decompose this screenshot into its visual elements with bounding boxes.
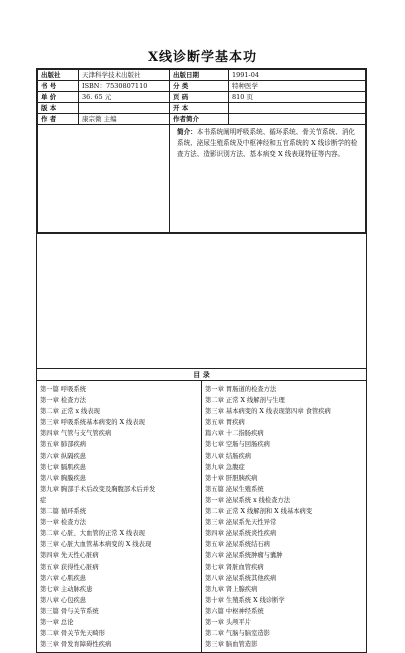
page-title: X线诊断学基本功	[147, 50, 258, 65]
toc-item: 第三章 呼吸系统基本病变的 X 线表现	[40, 419, 145, 427]
pages-label: 页 码	[170, 92, 229, 103]
toc-item: 第一篇 呼吸系统	[40, 386, 87, 393]
toc-item: 第三章 基本病变的 X 线表现第四章 食管疾病	[205, 408, 331, 416]
book-info-sheet	[36, 68, 367, 653]
toc-item: 第五章 获得性心脏病	[40, 563, 99, 571]
toc-item: 第二章 骨关节先天畸形	[40, 630, 105, 638]
toc-item: 第一章 泌尿系统 x 线检查方法	[205, 496, 291, 504]
toc-item: 第九章 急腹症	[205, 463, 245, 471]
author-intro-value	[229, 114, 366, 125]
toc-item: 第一章 头颅平片	[205, 618, 252, 626]
toc-item: 第七章 主动脉疾患	[40, 585, 93, 593]
toc-item: 第二章 正常 x 线表现	[40, 408, 100, 416]
intro-text-block	[173, 125, 362, 162]
format-value	[229, 103, 366, 114]
intro-text: 本书系统阐明呼吸系统、循环系统、骨关节系统、消化系统、泌尿生殖系统及中枢神经和五官系统的 X 线诊断学的检查方法、造影识别方法、基本病变 X 线表现特征等内容。	[177, 128, 358, 158]
format-label: 开 本	[170, 103, 229, 114]
toc-item: 第四章 泌尿系统炎性疾病	[205, 530, 277, 538]
category-label: 分 类	[170, 81, 229, 92]
toc-item: 第一章 总论	[40, 618, 74, 626]
toc-item: 第六章 泌尿系统肿瘤与囊肿	[205, 552, 283, 560]
intro-cell	[170, 125, 366, 233]
price-label: 单 价	[38, 92, 79, 103]
toc-item: 症	[40, 496, 47, 504]
toc-item: 第七章 空肠与回肠疾病	[205, 441, 270, 449]
toc-item: 第八章 泌尿系统其他疾病	[205, 574, 277, 582]
toc-item: 第一章 检查方法	[40, 519, 87, 527]
toc-left-column	[37, 381, 201, 652]
booknum-value: ISBN：7530807110	[79, 81, 170, 92]
toc-item: 第三章 脑血管造影	[205, 641, 258, 649]
toc-item: 第八章 心包疾患	[40, 596, 87, 604]
intro-label: 简介：	[177, 128, 197, 136]
toc-item: 第十章 生殖系统 X 线诊断学	[205, 596, 285, 604]
toc-table	[37, 381, 366, 652]
toc-item: 第二章 气脑与脑室造影	[205, 630, 270, 638]
booknum-label: 书 号	[38, 81, 79, 92]
toc-item: 第三章 心脏大血管基本病变的 X 线表现	[40, 541, 152, 549]
toc-item: 第三篇 骨与关节系统	[40, 607, 99, 615]
toc-item: 第九章 肾上腺疾病	[205, 585, 258, 593]
toc-item: 第二篇 循环系统	[40, 508, 87, 516]
toc-right-column	[201, 381, 366, 652]
toc-item: 第一章 胃肠道的检查方法	[205, 386, 277, 393]
toc-item: 第六篇 中枢神经系统	[205, 607, 264, 615]
pubdate-value: 1991-04	[229, 70, 366, 81]
publisher-value: 天津科学技术出版社	[79, 70, 170, 81]
author-value: 康宗微 主编	[79, 114, 170, 125]
cover-blank-cell	[38, 125, 170, 233]
edition-label: 版 本	[38, 103, 79, 114]
edition-value	[79, 103, 170, 114]
author-label: 作 者	[38, 114, 79, 125]
toc-item: 第六章 心肌疾患	[40, 574, 87, 582]
toc-item: 第二章 心脏、大血管的正常 X 线表现	[40, 530, 145, 538]
category-value: 特种医学	[229, 81, 366, 92]
publisher-label: 出版社	[38, 70, 79, 81]
toc-item: 第四章 气管与支气管疾病	[40, 430, 112, 438]
toc-item: 第七章 肾脏血管疾病	[205, 563, 264, 571]
pages-value: 810 页	[229, 92, 366, 103]
toc-item: 第二章 正常 X 线解剖和 X 线基本病变	[205, 508, 313, 516]
toc-item: 第三章 骨发育障碍性疾病	[40, 641, 112, 649]
author-intro-label: 作者简介	[170, 114, 229, 125]
book-info-table	[37, 69, 366, 233]
toc-item: 第十章 肝胆胰疾病	[205, 474, 258, 482]
pubdate-label: 出版日期	[170, 70, 229, 81]
toc-item: 第四章 先天性心脏病	[40, 552, 99, 560]
toc-item: 第五篇 泌尿生殖系统	[205, 485, 264, 493]
toc-item: 第二章 正常 X 线解剖与生理	[205, 397, 285, 405]
price-value: 36. 65 元	[79, 92, 170, 103]
toc-item: 第五章 肺部疾病	[40, 441, 87, 449]
blank-area	[37, 233, 366, 368]
toc-item: 第五章 胃疾病	[205, 419, 245, 427]
toc-item: 第六章 纵隔疾患	[40, 452, 87, 460]
toc-item: 第八章 胸膜疾患	[40, 474, 87, 482]
toc-item: 篇六章 十二指肠疾病	[205, 430, 264, 438]
toc-item: 第五章 泌尿系统结石病	[205, 541, 270, 549]
toc-item: 第八章 结肠疾病	[205, 452, 252, 460]
toc-item: 第一章 检查方法	[40, 397, 87, 405]
toc-item: 第七章 膈肌疾患	[40, 463, 87, 471]
toc-item: 第九章 胸部手术后改变及胸腹部术后并发	[40, 485, 156, 493]
toc-item: 第三章 泌尿系先天性异常	[205, 519, 277, 527]
toc-heading: 目 录	[37, 368, 366, 381]
